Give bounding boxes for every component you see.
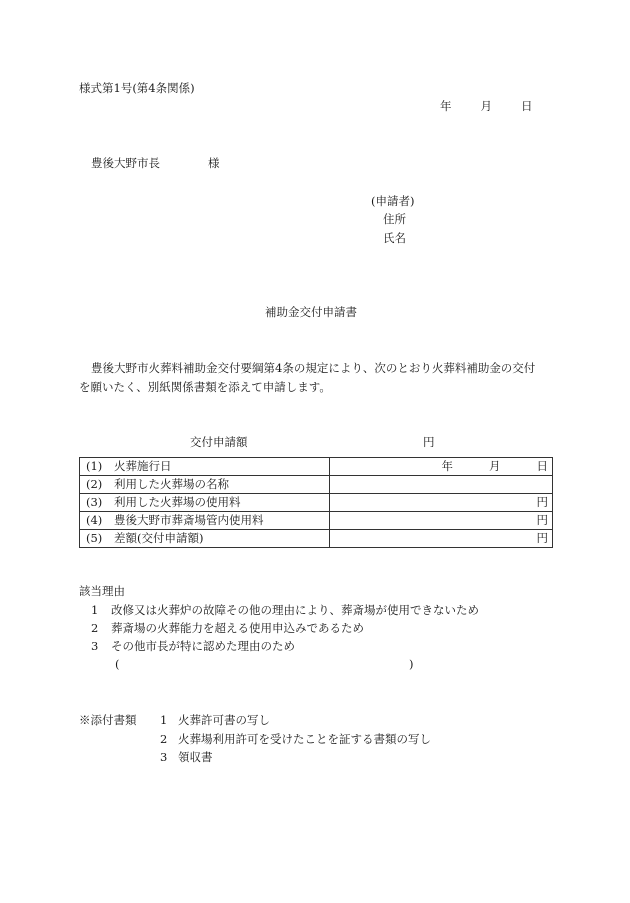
- row-value-cell[interactable]: [329, 476, 552, 494]
- table-row: [80, 512, 553, 530]
- row-unit-label: 円: [536, 513, 548, 527]
- table-row: [80, 530, 553, 548]
- attachment-number: 3: [160, 750, 168, 764]
- addressee: [91, 156, 220, 170]
- attachment-text: 領収書: [178, 750, 213, 764]
- document-title: 補助金交付申請書: [265, 305, 357, 319]
- table-row: [80, 494, 553, 512]
- date-line: [440, 99, 533, 113]
- date-year-label: 年: [440, 99, 452, 113]
- body-text-line1: 豊後大野市火葬料補助金交付要綱第4条の規定により、次のとおり火葬料補助金の交付: [91, 361, 536, 375]
- row-month-label: 月: [489, 459, 501, 473]
- reasons-heading: 該当理由: [79, 584, 125, 598]
- application-details-table: [79, 457, 553, 548]
- addressee-honorific: 様: [208, 156, 220, 170]
- attachment-number: 1: [160, 713, 168, 727]
- row-label-cell: [80, 476, 330, 494]
- row-unit-label: 円: [536, 531, 548, 545]
- row-label: 豊後大野市葬斎場管内使用料: [114, 513, 264, 527]
- row-unit-label: 円: [536, 495, 548, 509]
- date-day-label: 日: [521, 99, 533, 113]
- applicant-name-label: 氏名: [383, 231, 406, 245]
- reason-item: [91, 603, 479, 617]
- row-value-cell[interactable]: [329, 494, 552, 512]
- attachment-number: 2: [160, 732, 168, 746]
- attachment-item: [160, 713, 270, 727]
- row-label: 火葬施行日: [114, 459, 172, 473]
- row-label-cell: [80, 458, 330, 476]
- row-value-cell[interactable]: [329, 458, 552, 476]
- applicant-label: (申請者): [371, 194, 415, 208]
- amount-unit: 円: [423, 435, 435, 449]
- addressee-name: 豊後大野市長: [91, 156, 160, 170]
- table-row: [80, 476, 553, 494]
- row-label: 差額(交付申請額): [114, 531, 204, 545]
- date-month-label: 月: [480, 99, 492, 113]
- attachment-item: [160, 750, 213, 764]
- amount-label: 交付申請額: [190, 435, 248, 449]
- row-label: 利用した火葬場の名称: [114, 477, 229, 491]
- reason-number: 1: [91, 603, 99, 617]
- row-number: (4): [86, 513, 103, 527]
- reason-item: [91, 621, 364, 635]
- reason-item: [91, 639, 295, 653]
- row-value-cell[interactable]: [329, 512, 552, 530]
- attachments-label: ※添付書類: [79, 713, 137, 727]
- row-number: (3): [86, 495, 103, 509]
- applicant-address-label: 住所: [383, 212, 406, 226]
- table-row: [80, 458, 553, 476]
- row-year-label: 年: [441, 459, 453, 473]
- attachment-text: 火葬場利用許可を受けたことを証する書類の写し: [178, 732, 431, 746]
- row-label-cell: [80, 512, 330, 530]
- reason-number: 2: [91, 621, 99, 635]
- body-text-line2: を願いたく、別紙関係書類を添えて申請します。: [79, 380, 331, 394]
- reason-text: その他市長が特に認めた理由のため: [111, 639, 295, 653]
- row-value-cell[interactable]: [329, 530, 552, 548]
- attachment-item: [160, 732, 431, 746]
- other-reason-paren-close: ): [409, 657, 414, 671]
- row-day-label: 日: [536, 459, 548, 473]
- row-number: (5): [86, 531, 103, 545]
- row-number: (1): [86, 459, 103, 473]
- reason-text: 葬斎場の火葬能力を超える使用申込みであるため: [111, 621, 364, 635]
- reason-number: 3: [91, 639, 99, 653]
- reason-text: 改修又は火葬炉の故障その他の理由により、葬斎場が使用できないため: [111, 603, 479, 617]
- row-label-cell: [80, 494, 330, 512]
- other-reason-paren-open: (: [115, 657, 120, 671]
- form-label: 様式第1号(第4条関係): [79, 81, 195, 95]
- row-label: 利用した火葬場の使用料: [114, 495, 241, 509]
- attachment-text: 火葬許可書の写し: [178, 713, 270, 727]
- row-label-cell: [80, 530, 330, 548]
- row-number: (2): [86, 477, 103, 491]
